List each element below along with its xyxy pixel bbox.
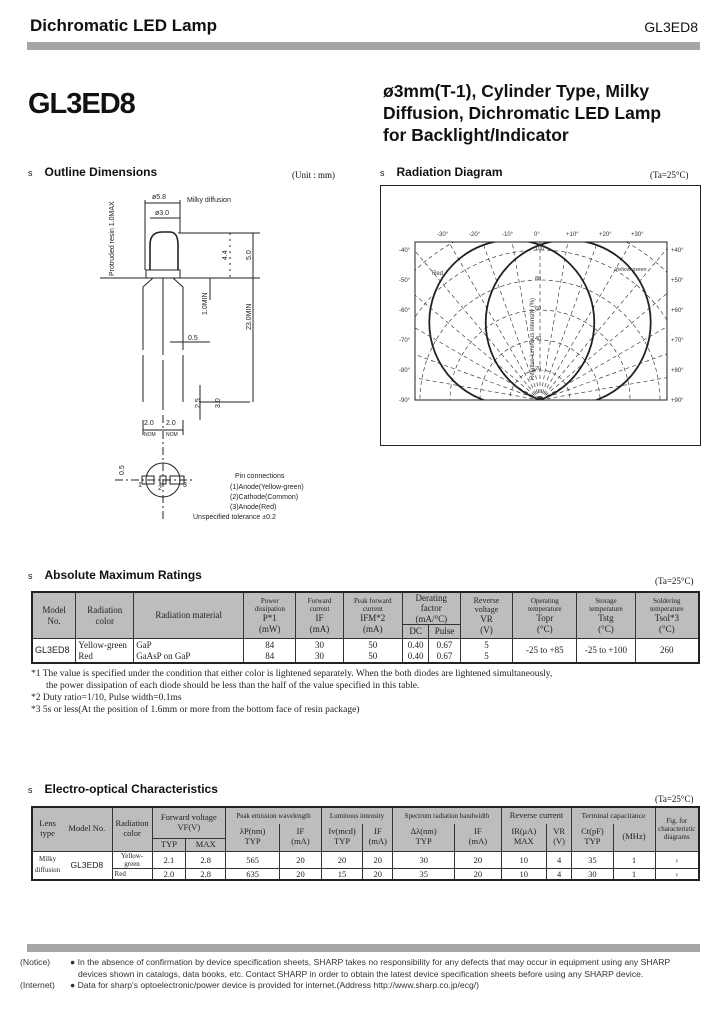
h: (mA) (468, 836, 488, 847)
cell: 84 (244, 639, 296, 651)
cell: 30 (296, 639, 343, 651)
h: (mA/°C) (415, 613, 448, 624)
h: IF (315, 613, 324, 624)
h: (°C) (598, 623, 614, 634)
abs-max-heading (28, 568, 202, 582)
electro-condition: (Ta=25°C) (655, 794, 694, 804)
dim-milky: Milky diffusion (187, 197, 231, 204)
h: TYP (333, 836, 351, 847)
left-angle-label: -70° (399, 338, 411, 344)
h: (°C) (537, 623, 553, 634)
cell: 35 (393, 868, 455, 880)
legend-red: Red (432, 271, 444, 277)
col-lum: Luminous intensity (321, 807, 393, 824)
dim-23min: 23.0MIN (246, 303, 253, 330)
top-angle-label: +20° (599, 232, 612, 238)
cell: 0.67 (429, 651, 460, 663)
h: (mA) (309, 623, 330, 634)
h: MAX (513, 836, 534, 847)
h: Ct(pF) (581, 826, 604, 837)
cell: 20 (321, 851, 362, 868)
footer-divider (27, 944, 700, 952)
bullet: s (380, 168, 385, 178)
cell: 0.40 (402, 651, 428, 663)
grid (380, 185, 701, 446)
right-angle-label: +70° (671, 338, 684, 344)
right-angle-label: +40° (671, 248, 684, 254)
radial-label: 100 (535, 246, 545, 252)
radial-grid-line (390, 185, 540, 400)
cell: Red (112, 868, 152, 880)
top-angle-label: +30° (631, 232, 644, 238)
electro-table (31, 806, 700, 881)
left-angle-label: -90° (399, 398, 411, 404)
cell: 0.40 (402, 639, 428, 651)
cell: 20 (280, 851, 322, 868)
h: (mA) (368, 836, 387, 847)
h: IF (373, 826, 382, 837)
radial-grid-line (380, 250, 540, 400)
section-title: Electro-optical Characteristics (44, 782, 218, 796)
h: TYP (584, 836, 601, 847)
h: (mA) (291, 836, 310, 847)
radiation-diagram (380, 185, 701, 446)
outline-drawing (100, 190, 340, 525)
cell: GaAsP on GaP (134, 651, 244, 663)
subtitle-line: for Backlight/Indicator (383, 125, 569, 145)
cell: › (655, 868, 699, 880)
h: (mW) (259, 623, 281, 634)
cell: 20 (280, 868, 322, 880)
footer-notice (70, 957, 670, 980)
abs-max-table (31, 591, 700, 664)
cell: Yellow-green (76, 639, 134, 651)
note: *3 5s or less(At the position of 1.6mm or more from the bottom face of resin package) (31, 705, 360, 715)
h: (MHz) (613, 824, 655, 851)
table-row (32, 868, 699, 880)
radial-label: 20 (535, 366, 542, 372)
col-lens: Lens type (32, 807, 62, 851)
col-cap: Terminal capacitance (572, 807, 655, 824)
pin-2: 2 (158, 485, 162, 492)
cell: 2.8 (186, 851, 226, 868)
product-subtitle (383, 80, 661, 146)
h (280, 824, 322, 851)
cell: Yellow-green (112, 851, 152, 868)
h: Operating temperature (528, 597, 562, 614)
h: VR (480, 614, 493, 625)
cell: GaP (134, 639, 244, 651)
dim-pitch2: 2.0 (166, 420, 176, 427)
col-rev: Reverse current (501, 807, 572, 824)
intensity-grid-arc (380, 190, 701, 446)
pin-item: (1)Anode(Yellow-green) (230, 484, 304, 491)
h: λP(nm) (239, 826, 266, 837)
col-vr (460, 592, 513, 639)
top-angle-label: +10° (566, 232, 579, 238)
outline-heading (28, 165, 157, 179)
cell: 35 (572, 851, 613, 868)
footer-notice-tag: (Notice) (20, 957, 51, 967)
right-angle-label: +80° (671, 368, 684, 374)
cell: 10 (501, 851, 546, 868)
h: IFM*2 (360, 613, 386, 624)
dim-protruded: Protruded resin 1.0MAX (109, 201, 116, 276)
cell: 30 (572, 868, 613, 880)
h: VR (553, 826, 565, 837)
cell: 2.8 (186, 868, 226, 880)
cell: 565 (226, 851, 280, 868)
cell-model: GL3ED8 (32, 639, 76, 663)
cell-topr: -25 to +85 (513, 639, 577, 663)
h: Δλ(nm) (410, 826, 437, 837)
h (501, 824, 546, 851)
h (546, 824, 571, 851)
h: Forward current (307, 597, 332, 614)
abs-max-notes (31, 668, 552, 716)
h: IR(μA) (511, 826, 537, 837)
header-divider (27, 42, 700, 50)
col-fig: Fig. for characteristic diagrams (655, 807, 699, 851)
cell-tstg: -25 to +100 (577, 639, 635, 663)
cell-model: GL3ED8 (62, 851, 112, 880)
pin-item: (2)Cathode(Common) (230, 494, 299, 501)
dim-d58: ø5.8 (152, 194, 167, 201)
right-angle-label: +90° (671, 398, 684, 404)
left-angle-label: -40° (399, 248, 411, 254)
col-if (296, 592, 343, 639)
legend-yellow-green: Yellow-green (615, 267, 647, 273)
pin-title: Pin connections (235, 473, 285, 480)
h: Iv(mcd) (328, 826, 356, 837)
h: P*1 (262, 613, 277, 624)
h: Tsol*3 (654, 613, 679, 624)
h: IF (474, 826, 482, 837)
cell: 4 (546, 868, 571, 880)
cell: Red (76, 651, 134, 663)
table-row (32, 851, 699, 868)
dim-1min: 1.0MIN (202, 292, 209, 315)
top-angle-label: -30° (437, 232, 449, 238)
right-angle-label: +60° (671, 308, 684, 314)
cell: 1 (613, 851, 655, 868)
header-title: Dichromatic LED Lamp (30, 16, 218, 35)
cell: › (655, 851, 699, 868)
col-dc: DC (402, 625, 428, 639)
h: IF (296, 826, 305, 837)
h (321, 824, 362, 851)
h: (V) (480, 624, 493, 635)
dim-h50: 5.0 (246, 250, 253, 260)
h (455, 824, 502, 851)
h: TYP (415, 836, 432, 847)
dim-nom1: NOM (144, 432, 156, 438)
note: the power dissipation of each diode should be less than the half of the value specified in this table. (46, 681, 420, 691)
outline-unit: (Unit : mm) (292, 170, 335, 180)
dim-nom2: NOM (166, 432, 178, 438)
radial-grid-line (540, 185, 643, 400)
pin-item: (3)Anode(Red) (230, 504, 277, 511)
cell: 10 (501, 868, 546, 880)
h: Peak forward current (354, 597, 392, 614)
cell: 20 (363, 868, 393, 880)
radial-label: 40 (535, 336, 542, 342)
cell: 20 (455, 868, 502, 880)
h (572, 824, 613, 851)
col-tstg (577, 592, 635, 639)
cell: 20 (363, 851, 393, 868)
col-power (244, 592, 296, 639)
bullet: s (28, 571, 33, 581)
h: Power dissipation (254, 597, 285, 614)
dim-pitch1: 2.0 (144, 420, 154, 427)
dim-h44: 4.4 (222, 250, 229, 260)
h: (V) (553, 836, 565, 847)
col-model: Model No. (62, 807, 112, 851)
bullet: s (28, 168, 33, 178)
h: Forward voltage (160, 811, 217, 822)
cell: 635 (226, 868, 280, 880)
h: Storage temperature (589, 597, 623, 614)
cell-lens: Milky diffusion (32, 851, 62, 880)
col-spec: Spectrum radiation bandwidth (393, 807, 501, 824)
dim-05: 0.5 (119, 465, 126, 475)
cell: 50 (343, 651, 402, 663)
model-title: GL3ED8 (28, 88, 135, 120)
section-title: Absolute Maximum Ratings (44, 568, 202, 582)
section-title: Outline Dimensions (44, 165, 158, 179)
pin-3: 3 (183, 482, 187, 489)
col-peak: Peak emission wavelength (226, 807, 322, 824)
h: MAX (186, 838, 226, 851)
cell-tsol: 260 (635, 639, 699, 663)
h (393, 824, 455, 851)
footer-internet-tag: (Internet) (20, 980, 55, 990)
notice-line: ● In the absence of confirmation by device specification sheets, SHARP takes no responsibility for any defects that may occur in equipment using any SHARP (70, 957, 671, 967)
bullet: s (28, 785, 33, 795)
cell: 30 (296, 651, 343, 663)
cell: 20 (455, 851, 502, 868)
cell: 2.0 (152, 868, 186, 880)
radiation-heading (380, 165, 503, 179)
col-ifm (343, 592, 402, 639)
cell: 5 (460, 639, 513, 651)
h (363, 824, 393, 851)
h: Reverse voltage (473, 595, 500, 615)
col-vf (152, 807, 226, 838)
header-model-tag: GL3ED8 (644, 19, 698, 35)
electro-heading (28, 782, 218, 796)
col-model: Model No. (32, 592, 76, 639)
cell: 15 (321, 868, 362, 880)
footer-internet: ● Data for sharp's optoelectronic/power device is provided for internet.(Address http://www.sharp.co.jp/ecg/) (70, 980, 480, 990)
radiation-condition: (Ta=25°C) (650, 170, 689, 180)
h: (mA) (363, 623, 383, 634)
cell: 30 (393, 851, 455, 868)
col-topr (513, 592, 577, 639)
table-row (32, 639, 699, 651)
cell: 4 (546, 851, 571, 868)
h: Soldering temperature (650, 597, 684, 614)
dim-d30: ø3.0 (155, 210, 170, 217)
right-angle-label: +50° (671, 278, 684, 284)
radial-grid-line (437, 185, 540, 400)
col-color: Radiation color (112, 807, 152, 851)
dim-30: 3.0 (215, 398, 222, 408)
cell: 2.1 (152, 851, 186, 868)
radial-label: 0 (535, 396, 539, 402)
subtitle-line: ø3mm(T-1), Cylinder Type, Milky (383, 81, 650, 101)
tolerance-note: Unspecified tolerance ±0.2 (193, 514, 276, 521)
cell: 50 (343, 639, 402, 651)
note: *1 The value is specified under the condition that either color is lightened separately. When the both diodes are lightened simultaneously, (31, 669, 553, 679)
radial-label: 80 (535, 276, 542, 282)
h: Derating factor (415, 593, 448, 614)
col-tsol (635, 592, 699, 639)
col-derate (402, 592, 460, 625)
axis-label: Relative luminous intensity (%) (530, 297, 536, 380)
notice-line: devices shown in catalogs, data books, etc. Contact SHARP in order to obtain the latest device specification sheets before using any SHARP device. (78, 968, 644, 979)
col-pulse: Pulse (429, 625, 460, 639)
h: TYP (152, 838, 186, 851)
note: *2 Duty ratio=1/10, Pulse width=0.1ms (31, 693, 182, 703)
top-angle-label: 0° (534, 232, 540, 238)
radial-grid-line (540, 185, 592, 400)
left-angle-label: -50° (399, 278, 411, 284)
left-angle-label: -60° (399, 308, 411, 314)
col-color: Radiation color (76, 592, 134, 639)
cell: 84 (244, 651, 296, 663)
h: TYP (244, 836, 261, 847)
top-angle-label: -20° (469, 232, 481, 238)
cell: 0.67 (429, 639, 460, 651)
dim-25: 2.5 (195, 398, 202, 408)
cell: 1 (613, 868, 655, 880)
top-angle-label: -10° (502, 232, 514, 238)
h: (°C) (658, 623, 675, 634)
abs-max-condition: (Ta=25°C) (655, 576, 694, 586)
cell: 5 (460, 651, 513, 663)
dim-lead: 0.5 (188, 335, 198, 342)
h: Topr (536, 613, 554, 624)
col-material: Radiation material (134, 592, 244, 639)
pin-1: 1 (138, 482, 142, 489)
h (226, 824, 280, 851)
h: Tstg (598, 613, 614, 624)
radial-label: 60 (535, 306, 542, 312)
subtitle-line: Diffusion, Dichromatic LED Lamp (383, 103, 662, 123)
left-angle-label: -80° (399, 368, 411, 374)
section-title: Radiation Diagram (396, 165, 503, 179)
intensity-grid-arc (380, 220, 701, 446)
h: VF(V) (177, 821, 201, 832)
